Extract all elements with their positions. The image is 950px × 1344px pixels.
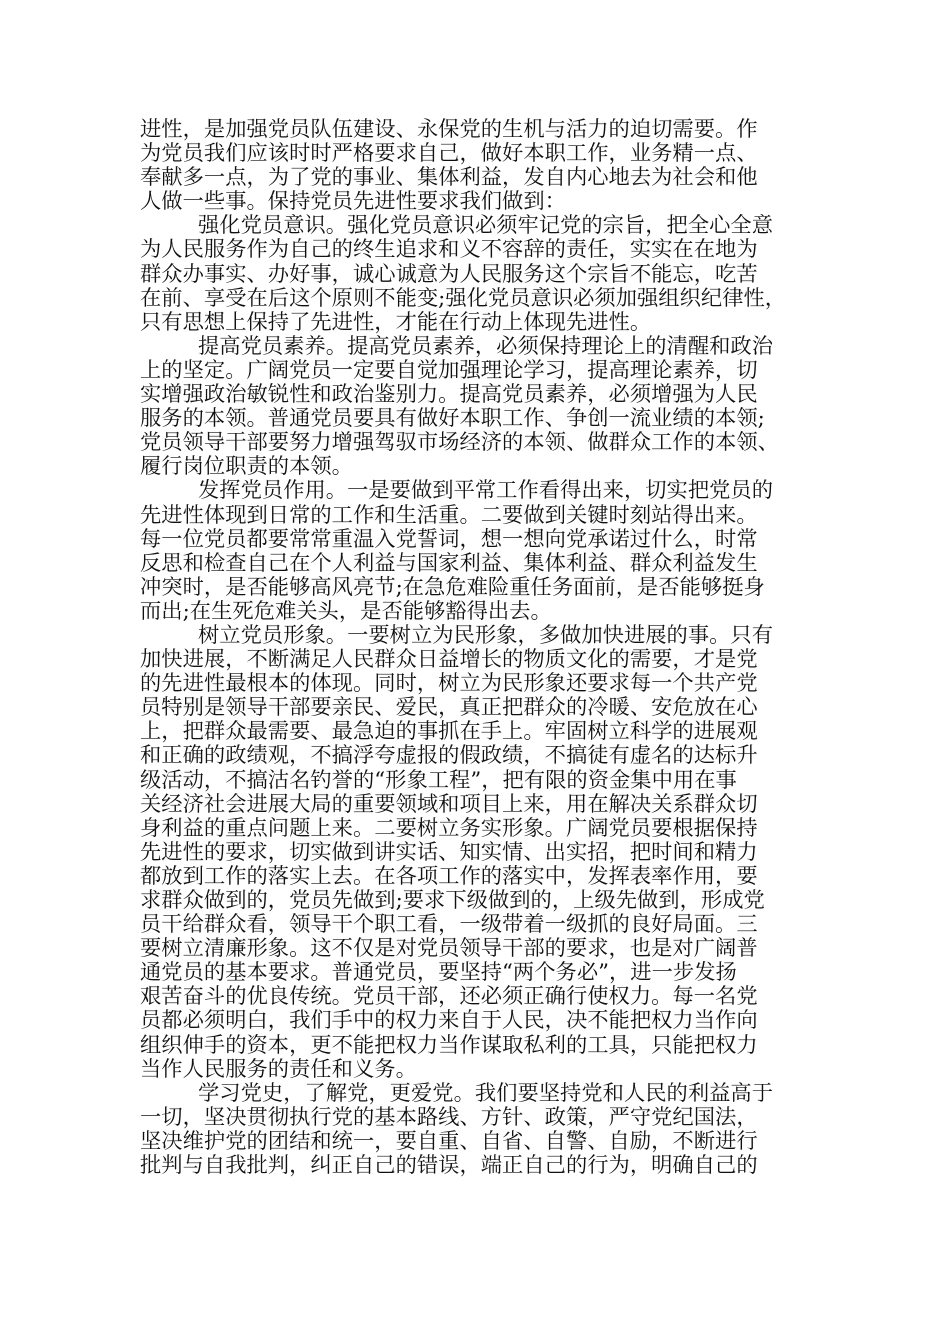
text-line: 履行岗位职责的本领。	[140, 454, 353, 480]
text-line: 员都必须明白，我们手中的权力来自于人民，决不能把权力当作向	[140, 1008, 758, 1034]
paragraph-first-line: 强化党员意识。强化党员意识必须牢记党的宗旨，把全心全意	[198, 213, 774, 239]
text-line: 和正确的政绩观，不搞浮夸虚报的假政绩，不搞徒有虚名的达标升	[140, 743, 758, 769]
text-line: 批判与自我批判，纠正自己的错误，端正自己的行为，明确自己的	[140, 1153, 758, 1179]
paragraph-first-line: 发挥党员作用。一是要做到平常工作看得出来，切实把党员的	[198, 478, 774, 504]
text-line: 都放到工作的落实上去。在各项工作的落实中，发挥表率作用，要	[140, 863, 758, 889]
text-line: 每一位党员都要常常重温入党誓词，想一想向党承诺过什么，时常	[140, 526, 758, 552]
text-line: 关经济社会进展大局的重要领域和项目上来，用在解决关系群众切	[140, 791, 758, 817]
text-line: 反思和检查自己在个人利益与国家利益、集体利益、群众利益发生	[140, 550, 758, 576]
text-line: 级活动，不搞沽名钓誉的“形象工程”，把有限的资金集中用在事	[140, 767, 737, 793]
text-line: 先进性体现到日常的工作和生活重。二要做到关键时刻站得出来。	[140, 502, 758, 528]
text-line: 要树立清廉形象。这不仅是对党员领导干部的要求，也是对广阔普	[140, 936, 758, 962]
text-line: 奉献多一点，为了党的事业、集体利益，发自内心地去为社会和他	[140, 165, 758, 191]
text-line: 人做一些事。保持党员先进性要求我们做到：	[140, 189, 566, 215]
text-line: 通党员的基本要求。普通党员，要坚持“两个务必”，进一步发扬	[140, 960, 737, 986]
text-line: 当作人民服务的责任和义务。	[140, 1056, 417, 1082]
text-line: 的先进性最根本的体现。同时，树立为民形象还要求每一个共产党	[140, 671, 758, 697]
paragraph-first-line: 提高党员素养。提高党员素养，必须保持理论上的清醒和政治	[198, 333, 774, 359]
text-line: 求群众做到的，党员先做到;要求下级做到的，上级先做到，形成党	[140, 888, 765, 913]
text-line: 为党员我们应该时时严格要求自己，做好本职工作，业务精一点、	[140, 141, 758, 167]
text-line: 艰苦奋斗的优良传统。党员干部，还必须正确行使权力。每一名党	[140, 984, 758, 1010]
text-line: 在前、享受在后这个原则不能变;强化党员意识必须加强组织纪律性，	[140, 285, 787, 311]
text-line: 服务的本领。普通党员要具有做好本职工作、争创一流业绩的本领;	[140, 406, 765, 432]
text-line: 身利益的重点问题上来。二要树立务实形象。广阔党员要根据保持	[140, 815, 758, 841]
text-line: 而出;在生死危难关头，是否能够豁得出去。	[140, 598, 552, 624]
text-line: 员特别是领导干部要亲民、爱民，真正把群众的冷暖、安危放在心	[140, 695, 758, 721]
paragraph-first-line: 学习党史，了解党，更爱党。我们要坚持党和人民的利益高于	[198, 1080, 774, 1106]
document-body	[140, 118, 822, 1178]
text-line: 只有思想上保持了先进性，才能在行动上体现先进性。	[140, 309, 652, 335]
text-line: 组织伸手的资本，更不能把权力当作谋取私利的工具，只能把权力	[140, 1032, 758, 1058]
text-line: 上，把群众最需要、最急迫的事抓在手上。牢固树立科学的进展观	[140, 719, 758, 745]
text-line: 进性，是加强党员队伍建设、永保党的生机与活力的迫切需要。作	[140, 117, 758, 142]
text-line: 为人民服务作为自己的终生追求和义不容辞的责任，实实在在地为	[140, 237, 758, 263]
text-line: 坚决维护党的团结和统一，要自重、自省、自警、自励，不断进行	[140, 1128, 758, 1154]
text-line: 先进性的要求，切实做到讲实话、知实情、出实招，把时间和精力	[140, 839, 758, 865]
text-line: 加快进展，不断满足人民群众日益增长的物质文化的需要，才是党	[140, 647, 758, 673]
text-line: 实增强政治敏锐性和政治鉴别力。提高党员素养，必须增强为人民	[140, 382, 758, 408]
text-line: 一切，坚决贯彻执行党的基本路线、方针、政策，严守党纪国法，	[140, 1104, 758, 1130]
text-line: 员干给群众看，领导干个职工看，一级带着一级抓的良好局面。三	[140, 912, 758, 938]
text-line: 冲突时，是否能够高风亮节;在急危难险重任务面前，是否能够挺身	[140, 574, 765, 600]
text-line: 上的坚定。广阔党员一定要自觉加强理论学习，提高理论素养，切	[140, 357, 758, 383]
paragraph-first-line: 树立党员形象。一要树立为民形象，多做加快进展的事。只有	[198, 622, 774, 648]
text-line: 党员领导干部要努力增强驾驭市场经济的本领、做群众工作的本领、	[140, 430, 779, 456]
text-line: 群众办事实、办好事，诚心诚意为人民服务这个宗旨不能忘，吃苦	[140, 261, 758, 287]
